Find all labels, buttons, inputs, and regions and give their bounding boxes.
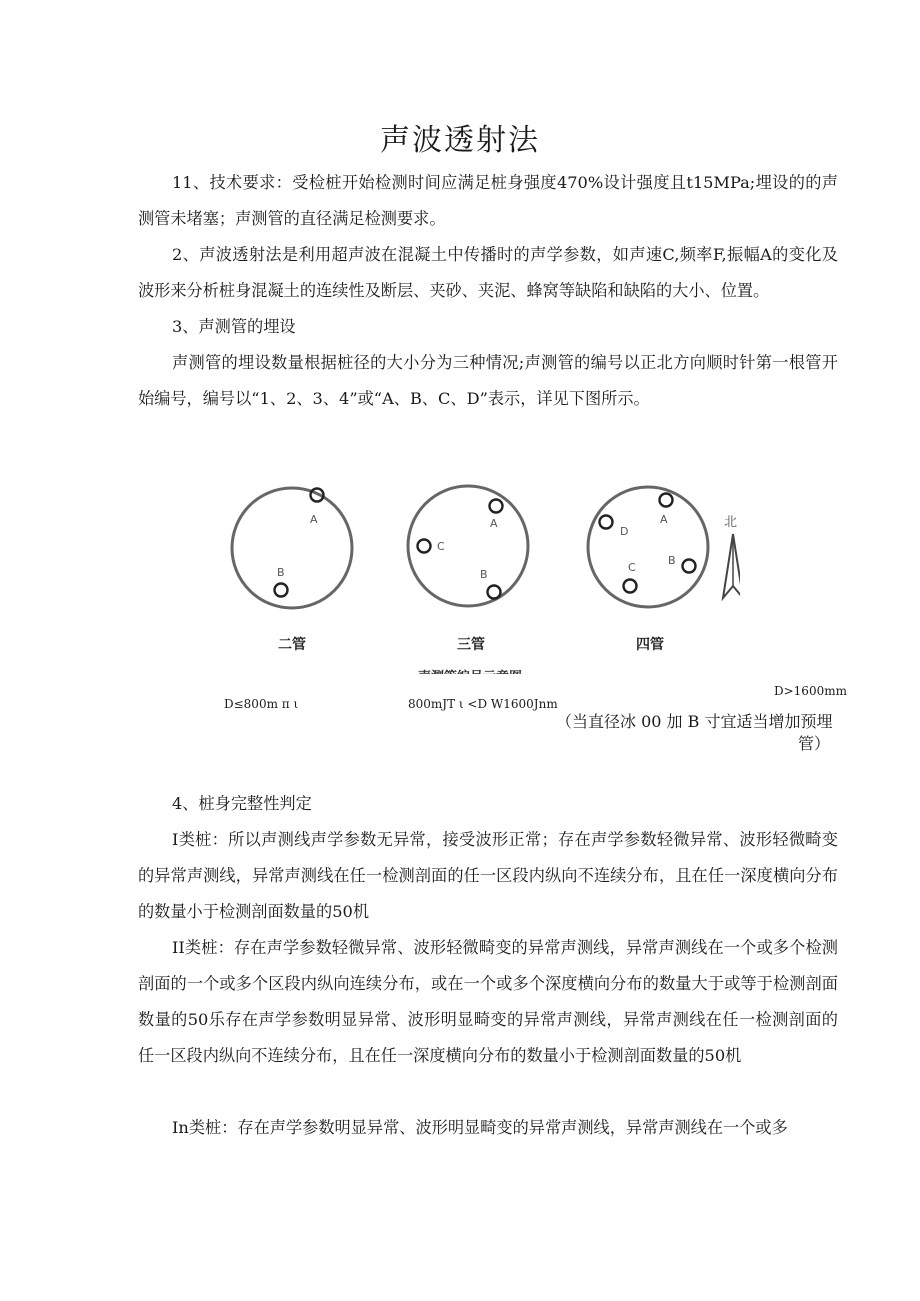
label-four-tubes: 四管	[636, 637, 664, 653]
tube-label-c: C	[628, 561, 636, 574]
tube-label-c: C	[437, 540, 445, 553]
pile-three-tubes	[408, 486, 528, 653]
paragraph-class-one: I类桩：所以声测线声学参数无异常，接受波形正常；存在声学参数轻微异常、波形轻微畸变的异常声测线，异常声测线在任一检测剖面的任一区段内纵向不连续分布，且在任一深度横向分布的数量小于检测剖面数量的50机	[138, 830, 838, 921]
paragraph-integrity-heading: 4、桩身完整性判定	[172, 794, 312, 813]
caption-two-tube-diameter: D≤800m π ι	[224, 697, 299, 711]
label-two-tubes: 二管	[278, 637, 306, 653]
tube-b	[275, 584, 288, 597]
tube-label-d: D	[620, 525, 629, 538]
tube-label-a: A	[310, 513, 318, 526]
paragraph-method-description: 2、声波透射法是利用超声波在混凝土中传播时的声学参数，如声速C,频率F,振幅A的变化及波形来分析桩身混凝土的连续性及断层、夹砂、夹泥、蜂窝等缺陷和缺陷的大小、位置。	[138, 245, 838, 300]
caption-four-tube-note-cont: 管）	[798, 734, 831, 753]
north-arrow	[723, 515, 740, 598]
tube-a	[490, 500, 503, 513]
paragraph-class-two: II类桩：存在声学参数轻微异常、波形轻微畸变的异常声测线，异常声测线在一个或多个检测剖面的一个或多个区段内纵向连续分布，或在一个或多个深度横向分布的数量大于或等于检测剖面数量的50乐存在声学参数明显异常、波形明显畸变的异常声测线，异常声测线在任一检测剖面的任一区段内纵向不连续分布，且在任一深度横向分布的数量小于检测剖面数量的50机	[138, 938, 838, 1065]
tube-d	[600, 516, 613, 529]
pile-circle	[232, 488, 352, 608]
label-three-tubes: 三管	[457, 637, 485, 653]
tube-b	[683, 560, 696, 573]
tube-a	[660, 494, 673, 507]
tube-label-a: A	[490, 517, 498, 530]
pile-two-tubes	[232, 488, 352, 653]
tube-c	[418, 540, 431, 553]
paragraph-class-three: In类桩：存在声学参数明显异常、波形明显畸变的异常声测线，异常声测线在一个或多	[172, 1118, 788, 1137]
pile-circle	[588, 487, 708, 607]
caption-three-tube-diameter: 800mJT ι <D W1600Jnm	[408, 697, 558, 711]
tube-label-b: B	[277, 566, 285, 579]
pile-four-tubes	[588, 487, 708, 653]
paragraph-tube-embedding-heading: 3、声测管的埋设	[172, 317, 296, 336]
figure-caption-group	[410, 669, 540, 682]
pile-circle	[408, 486, 528, 606]
tube-label-b: B	[668, 554, 676, 567]
north-arrow-icon	[723, 534, 740, 598]
tube-label-b: B	[480, 568, 488, 581]
caption-four-tube-note: （当直径冰 00 加 B 寸宜适当增加预埋	[556, 712, 833, 731]
paragraph-technical-requirements: 11、技术要求：受检桩开始检测时间应满足桩身强度470%设计强度且t15MPa;埋设的的声测管未堵塞；声测管的直径满足检测要求。	[138, 173, 838, 228]
tube-layout-figure	[220, 460, 740, 682]
caption-four-tube-diameter: D>1600mm	[774, 684, 847, 698]
paragraph-tube-embedding: 声测管的埋设数量根据桩径的大小分为三种情况;声测管的编号以正北方向顺时针第一根管开始编号，编号以“1、2、3、4”或“A、B、C、D”表示，详见下图所示。	[138, 353, 838, 408]
north-label: 北	[724, 515, 738, 530]
tube-c	[624, 580, 637, 593]
page-title: 声波透射法	[380, 123, 540, 158]
tube-b	[488, 586, 501, 599]
tube-label-a: A	[660, 513, 668, 526]
